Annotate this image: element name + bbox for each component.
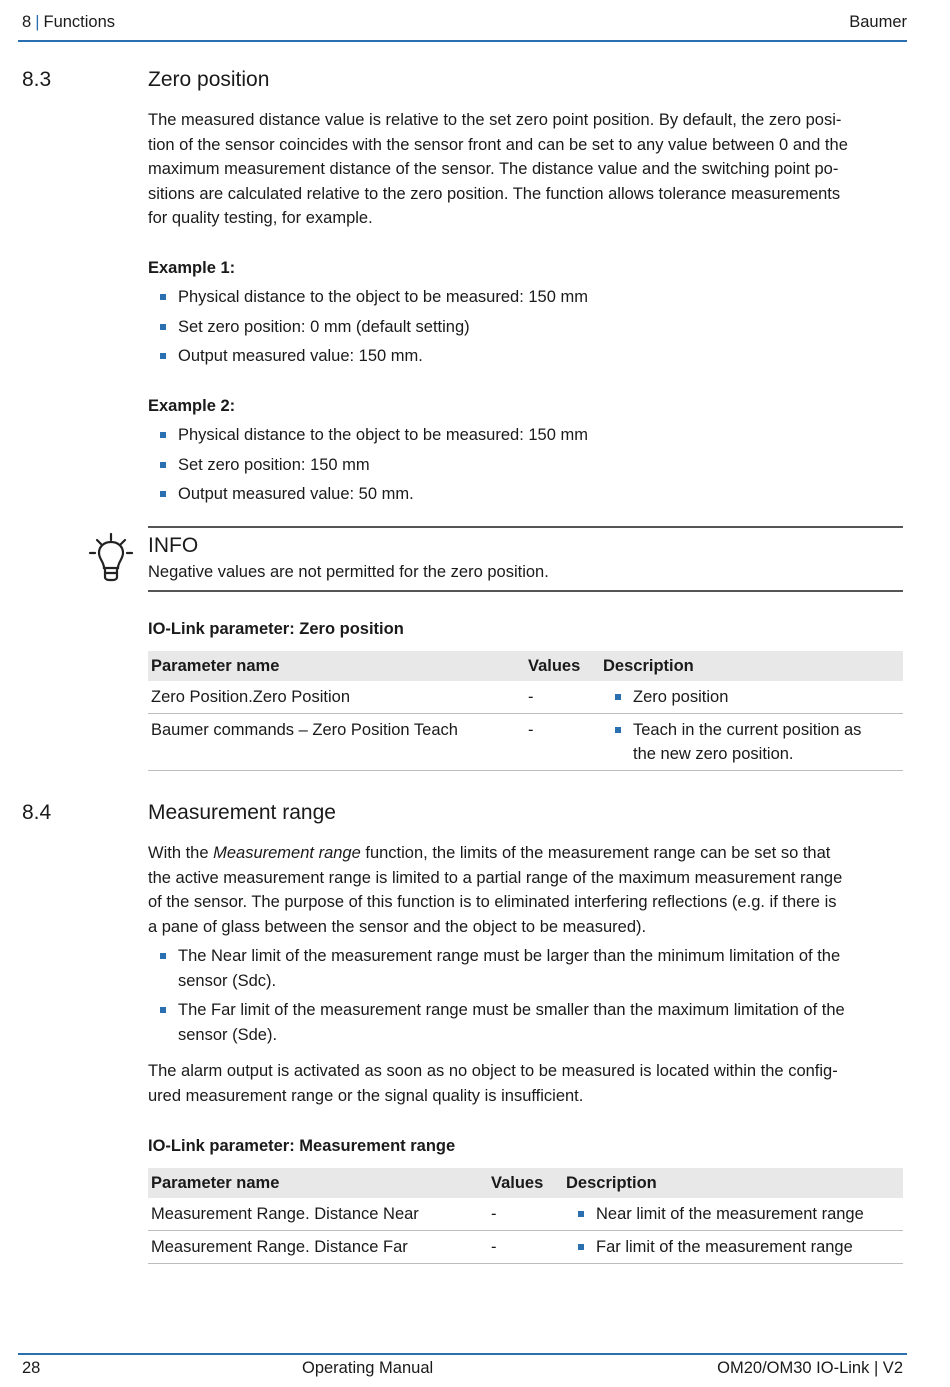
- zero-position-parameter-table: [148, 651, 903, 771]
- column-header: Parameter name: [148, 651, 525, 681]
- header-divider: [18, 40, 907, 42]
- bullet-square-icon: [615, 727, 621, 733]
- table-header-row: [148, 651, 903, 681]
- column-header: Values: [525, 651, 600, 681]
- bullet-square-icon: [160, 491, 166, 497]
- italic-term: Measurement range: [213, 844, 361, 862]
- parameter-name-cell: Measurement Range. Distance Near: [148, 1198, 488, 1231]
- info-text: Negative values are not permitted for the zero position.: [148, 563, 549, 581]
- measurement-range-table-title: IO-Link parameter: Measurement range: [148, 1137, 456, 1155]
- description-cell: Teach in the current position as the new zero position.: [600, 714, 903, 771]
- bullet-square-icon: [160, 432, 166, 438]
- chapter-title: Functions: [43, 13, 116, 31]
- footer-divider: [18, 1353, 907, 1355]
- alarm-output-paragraph: [148, 1059, 903, 1108]
- bullet-square-icon: [615, 694, 621, 700]
- bullet-square-icon: [578, 1211, 584, 1217]
- bullet-square-icon: [160, 1007, 166, 1013]
- list-item: Output measured value: 50 mm.: [148, 482, 903, 507]
- values-cell: -: [525, 681, 600, 714]
- description-cell: Zero position: [600, 681, 903, 714]
- list-item: The Far limit of the measurement range must be smaller than the maximum limitation of the sensor (Sde).: [148, 998, 903, 1047]
- list-item: Physical distance to the object to be measured: 150 mm: [148, 423, 903, 448]
- parameter-name-cell: Zero Position.Zero Position: [148, 681, 525, 714]
- page-number: 28: [22, 1359, 41, 1377]
- section-title-measurement-range: Measurement range: [148, 801, 336, 824]
- bullet-square-icon: [160, 324, 166, 330]
- list-item: Physical distance to the object to be measured: 150 mm: [148, 285, 903, 310]
- paragraph-line: The alarm output is activated as soon as no object to be measured is located within the config-: [148, 1062, 838, 1080]
- values-cell: -: [488, 1231, 563, 1264]
- description-cell: Far limit of the measurement range: [563, 1231, 903, 1264]
- column-header: Description: [600, 651, 903, 681]
- bullet-square-icon: [160, 953, 166, 959]
- chapter-number: 8: [22, 13, 32, 31]
- intro-line: With the Measurement range function, the limits of the measurement range can be set so that: [148, 844, 831, 862]
- table-row: [148, 714, 903, 771]
- example-1-heading: Example 1:: [148, 259, 236, 277]
- description-cell: Near limit of the measurement range: [563, 1198, 903, 1231]
- header-separator: |: [35, 13, 40, 31]
- footer-product: OM20/OM30 IO-Link | V2: [717, 1359, 903, 1377]
- bullet-square-icon: [160, 353, 166, 359]
- paragraph-line: ured measurement range or the signal quality is insufficient.: [148, 1086, 584, 1105]
- measurement-range-parameter-table: [148, 1168, 903, 1264]
- bullet-square-icon: [160, 294, 166, 300]
- intro-line: of the sensor. The purpose of this function is to eliminated interfering reflections (e.g. if there is: [148, 893, 837, 911]
- intro-line: the active measurement range is limited to a partial range of the maximum measurement range: [148, 868, 843, 887]
- list-item: Set zero position: 150 mm: [148, 453, 903, 478]
- info-bottom-rule: [148, 590, 903, 592]
- parameter-name-cell: Measurement Range. Distance Far: [148, 1231, 488, 1264]
- bullet-square-icon: [578, 1244, 584, 1250]
- page-header-chapter: [22, 13, 115, 32]
- info-top-rule: [148, 526, 903, 528]
- measurement-range-limits-list: [148, 944, 903, 1047]
- section-number-8-3: 8.3: [22, 68, 52, 91]
- section-title-zero-position: Zero position: [148, 68, 270, 91]
- zero-position-intro: [148, 108, 903, 231]
- lightbulb-icon: [86, 531, 138, 585]
- bullet-square-icon: [160, 462, 166, 468]
- example-1-list: [148, 285, 903, 369]
- table-row: [148, 681, 903, 714]
- values-cell: -: [488, 1198, 563, 1231]
- values-cell: -: [525, 714, 600, 771]
- zero-position-table-title: IO-Link parameter: Zero position: [148, 620, 404, 638]
- table-header-row: [148, 1168, 903, 1198]
- intro-line: The measured distance value is relative to the set zero point position. By default, the zero posi-: [148, 111, 842, 129]
- table-row: [148, 1231, 903, 1264]
- brand-name: Baumer: [849, 13, 907, 31]
- info-title: INFO: [148, 534, 199, 557]
- list-item: Set zero position: 0 mm (default setting): [148, 315, 903, 340]
- example-2-list: [148, 423, 903, 507]
- example-2-heading: Example 2:: [148, 397, 236, 415]
- footer-doc-type: Operating Manual: [302, 1359, 434, 1377]
- list-item: The Near limit of the measurement range must be larger than the minimum limitation of the sensor (Sdc).: [148, 944, 903, 993]
- list-item: Output measured value: 150 mm.: [148, 344, 903, 369]
- column-header: Description: [563, 1168, 903, 1198]
- intro-line: a pane of glass between the sensor and the object to be measured).: [148, 917, 647, 936]
- column-header: Values: [488, 1168, 563, 1198]
- column-header: Parameter name: [148, 1168, 488, 1198]
- intro-line: tion of the sensor coincides with the sensor front and can be set to any value between 0 and the: [148, 135, 848, 154]
- intro-line: sitions are calculated relative to the zero position. The function allows tolerance measurements: [148, 184, 841, 203]
- measurement-range-intro: [148, 841, 903, 939]
- section-number-8-4: 8.4: [22, 801, 52, 824]
- intro-line: for quality testing, for example.: [148, 209, 373, 227]
- parameter-name-cell: Baumer commands – Zero Position Teach: [148, 714, 525, 771]
- intro-line: maximum measurement distance of the sensor. The distance value and the switching point po-: [148, 160, 839, 178]
- table-row: [148, 1198, 903, 1231]
